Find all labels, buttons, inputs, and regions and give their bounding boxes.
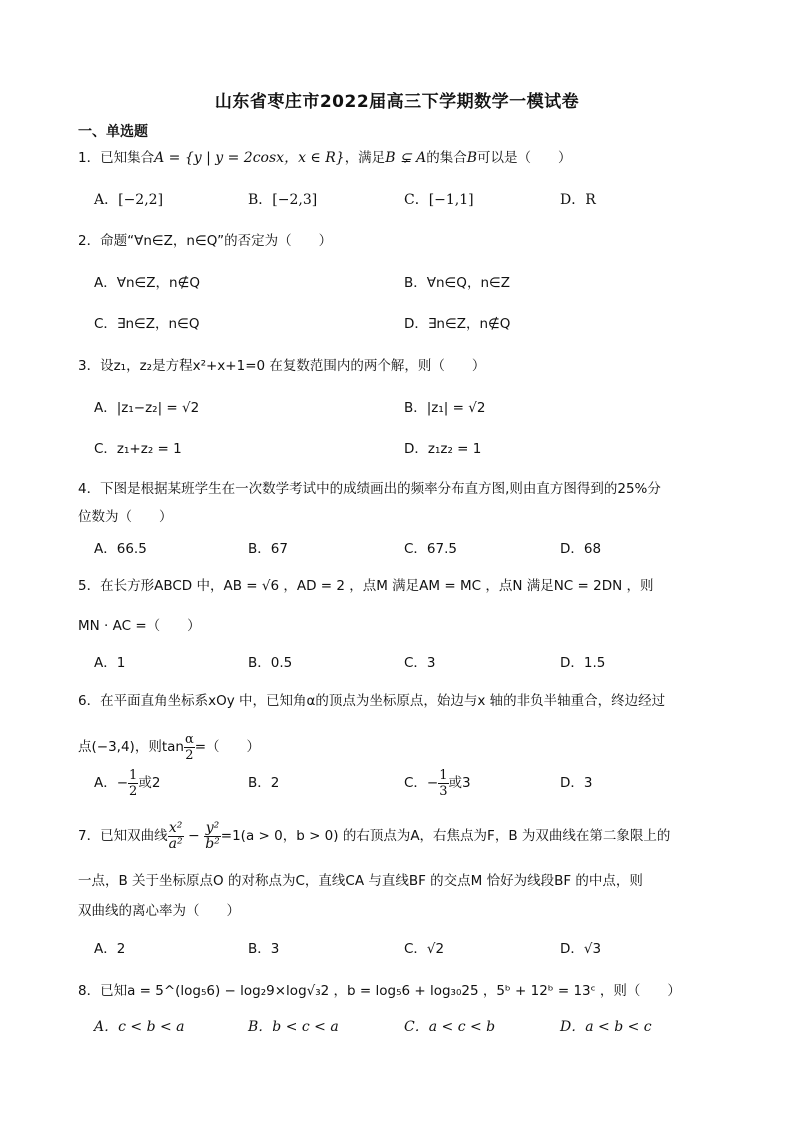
q1-stem-post: 的集合 [426,150,467,166]
q5-option-a[interactable]: A．1 [94,655,126,671]
q5-option-c[interactable]: C．3 [404,655,436,671]
q1-option-c[interactable]: C．[−1,1] [404,192,474,208]
q1-option-d[interactable]: D．R [560,192,596,208]
q1-set-b: B [466,150,478,166]
q6-fraction [184,732,195,763]
q1-set-expression: A = {y | y = 2cosx，x ∈ R} [154,150,345,166]
question-6-stem-line-2 [78,730,260,764]
q7-fraction-y: $\frac{\text{y²}}{\text{b²}}$ [205,819,220,852]
q2-option-d[interactable]: D．∃n∈Z，n∉Q [404,316,511,332]
q2-option-a[interactable]: A．∀n∈Z，n∉Q [94,275,200,291]
q7-option-c[interactable]: C．√2 [404,941,445,957]
q1-stem-pre: 1．已知集合 [78,150,155,166]
question-4-stem-line-1: 4．下图是根据某班学生在一次数学考试中的成绩画出的频率分布直方图,则由直方图得到的25%分 [78,481,661,497]
q2-option-c[interactable]: C．∃n∈Z，n∈Q [94,316,200,332]
q6-option-c-suffix: 或3 [448,775,471,791]
q7-option-a[interactable]: A．2 [94,941,126,957]
q6-option-a-fraction [128,768,138,799]
q1-stem-end: 可以是（ ） [477,150,572,166]
q8-option-c[interactable]: C．a < c < b [404,1019,496,1035]
q7-fraction-x: $\frac{\text{x²}}{\text{a²}}$ [168,819,183,852]
question-6-stem-line-1: 6．在平面直角坐标系xOy 中，已知角α的顶点为坐标原点，始边与x 轴的非负半轴重合，终边经过 [78,693,666,709]
question-4-stem-line-2: 位数为（ ） [78,509,173,525]
q6-option-c[interactable] [404,766,471,800]
q4-option-a[interactable]: A．66.5 [94,541,147,557]
q6-option-c-denominator: 3 [439,783,448,799]
q4-option-b[interactable]: B．67 [248,541,288,557]
question-8-stem: 8．已知a = 5^(log₅6) − log₂9×log√₃2 ，b = log₅6 + log₃₀25 ，5ᵇ + 12ᵇ = 13ᶜ ，则（ ） [78,983,681,999]
q6-option-d[interactable]: D．3 [560,775,593,791]
q6-option-a-suffix: 或2 [138,775,161,791]
q6-stem-post: =（ ） [194,739,261,755]
q8-option-b[interactable]: B．b < c < a [248,1019,339,1035]
q3-option-d[interactable]: D．z₁z₂ = 1 [404,441,482,457]
q1-stem-mid: ，满足 [344,150,386,166]
q1-option-a[interactable]: A．[−2,2] [94,192,164,208]
question-2-stem: 2．命题“∀n∈Z，n∈Q”的否定为（ ） [78,233,333,249]
q5-option-b[interactable]: B．0.5 [248,655,293,671]
q6-option-a[interactable] [94,766,160,800]
q7-stem-post: =1(a > 0，b > 0) 的右顶点为A，右焦点为F，B 为双曲线在第二象限上的 [220,828,671,844]
q6-option-a-denominator: 2 [129,783,138,799]
q6-fraction-denominator: 2 [185,747,194,763]
question-7-stem-line-3: 双曲线的离心率为（ ） [78,903,240,919]
section-heading: 一、单选题 [78,124,148,140]
question-1-stem [78,149,572,167]
question-5-stem-line-2: MN · AC =（ ） [78,618,201,634]
q8-option-d[interactable]: D．a < b < c [560,1019,652,1035]
q4-option-d[interactable]: D．68 [560,541,602,557]
q6-option-c-numerator: 1 [439,767,448,783]
q7-option-d[interactable]: D．√3 [560,941,602,957]
q6-fraction-numerator: α [184,731,194,747]
q3-option-c[interactable]: C．z₁+z₂ = 1 [94,441,182,457]
page-title: 山东省枣庄市2022届高三下学期数学一模试卷 [214,92,580,112]
q7-stem-pre: 7．已知双曲线 [78,828,168,844]
question-3-stem: 3．设z₁，z₂是方程x²+x+1=0 在复数范围内的两个解，则（ ） [78,358,486,374]
q1-subset-expression: B ⊊ A [385,150,427,166]
q4-option-c[interactable]: C．67.5 [404,541,457,557]
question-7-stem-line-1: 7．已知双曲线 $\frac{\text{x²}}{\text{a²}}$ − $\frac{\text{y²}}{\text{b²}}$ =1(a > 0，b > 0) 的右顶点为A，右焦点为F，B 为双曲线在第二象限上的 [78,819,671,852]
question-5-stem-line-1: 5．在长方形ABCD 中，AB = √6 ，AD = 2 ，点M 满足AM = MC ，点N 满足NC = 2DN ，则 [78,578,654,594]
q6-stem-pre: 点(−3,4)，则tan [78,739,184,755]
q3-option-b[interactable]: B．|z₁| = √2 [404,400,486,416]
q3-option-a[interactable]: A．|z₁−z₂| = √2 [94,400,200,416]
q2-option-b[interactable]: B．∀n∈Q，n∈Z [404,275,511,291]
q6-option-b[interactable]: B．2 [248,775,280,791]
q1-option-b[interactable]: B．[−2,3] [248,192,318,208]
q7-option-b[interactable]: B．3 [248,941,280,957]
q5-option-d[interactable]: D．1.5 [560,655,606,671]
q6-option-a-prefix: A．− [94,775,129,791]
q8-option-a[interactable]: A．c < b < a [94,1019,185,1035]
q6-option-c-prefix: C．− [404,775,439,791]
q6-option-c-fraction [438,768,448,799]
question-7-stem-line-2: 一点，B 关于坐标原点O 的对称点为C，直线CA 与直线BF 的交点M 恰好为线段BF 的中点，则 [78,873,643,889]
q6-option-a-numerator: 1 [129,767,138,783]
